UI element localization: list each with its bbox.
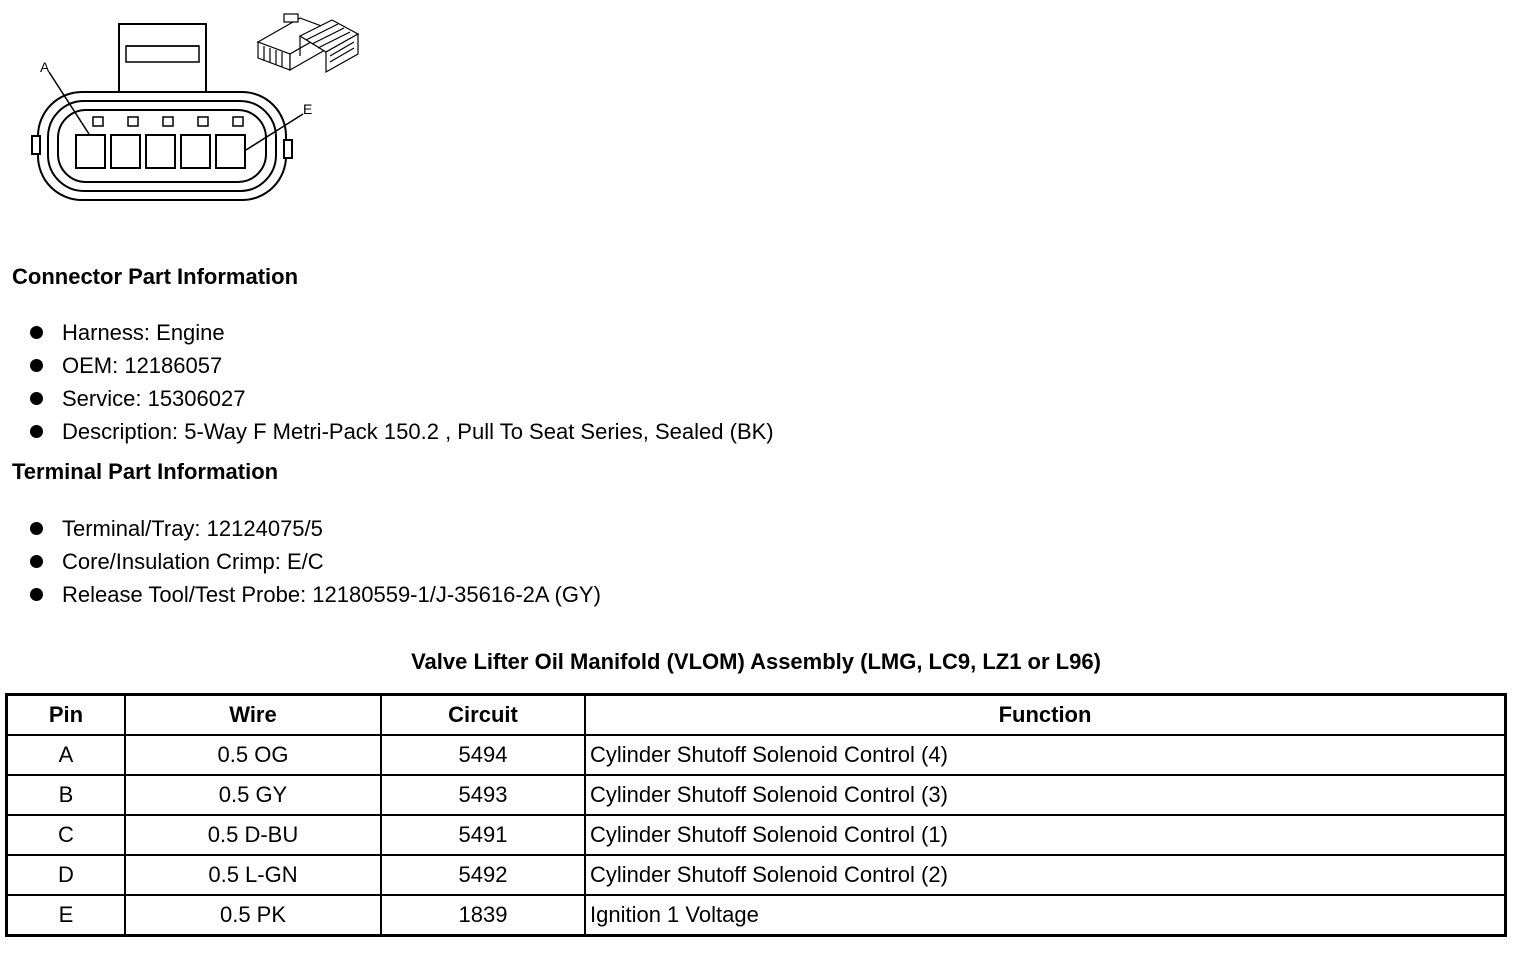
- cell-pin: C: [7, 815, 126, 855]
- list-item-text: Description: 5-Way F Metri-Pack 150.2 , Pull To Seat Series, Sealed (BK): [62, 419, 774, 444]
- pin-cavity-a: [76, 135, 105, 168]
- list-item-text: Terminal/Tray: 12124075/5: [62, 516, 323, 541]
- terminal-info-heading: Terminal Part Information: [12, 459, 279, 484]
- list-item-text: Service: 15306027: [62, 386, 246, 411]
- pin-cavity-b: [111, 135, 140, 168]
- cell-circuit: 5493: [381, 775, 585, 815]
- list-item-text: Core/Insulation Crimp: E/C: [62, 549, 324, 574]
- bullet-icon: [30, 555, 43, 568]
- header-wire: Wire: [125, 695, 381, 736]
- cell-wire: 0.5 D-BU: [125, 815, 381, 855]
- connector-thumbnail: [258, 14, 358, 72]
- bullet-icon: [30, 588, 43, 601]
- cell-wire: 0.5 OG: [125, 735, 381, 775]
- cell-function: Cylinder Shutoff Solenoid Control (2): [585, 855, 1506, 895]
- list-item: [28, 349, 774, 382]
- pin-label-a: A: [40, 59, 50, 75]
- cell-circuit: 1839: [381, 895, 585, 936]
- table-title: Valve Lifter Oil Manifold (VLOM) Assembly (LMG, LC9, LZ1 or L96): [411, 649, 1101, 674]
- cell-function: Ignition 1 Voltage: [585, 895, 1506, 936]
- bullet-icon: [30, 522, 43, 535]
- list-item-text: OEM: 12186057: [62, 353, 223, 378]
- table-row: [7, 815, 1506, 855]
- pin-cavity-e: [216, 135, 245, 168]
- list-item-text: Release Tool/Test Probe: 12180559-1/J-35616-2A (GY): [62, 582, 601, 607]
- list-item: [28, 512, 601, 545]
- connector-diagram: [0, 0, 380, 215]
- cell-function: Cylinder Shutoff Solenoid Control (3): [585, 775, 1506, 815]
- cell-pin: B: [7, 775, 126, 815]
- pinout-table: [5, 693, 1507, 937]
- cell-function: Cylinder Shutoff Solenoid Control (1): [585, 815, 1506, 855]
- cell-wire: 0.5 L-GN: [125, 855, 381, 895]
- header-circuit: Circuit: [381, 695, 585, 736]
- cell-wire: 0.5 GY: [125, 775, 381, 815]
- header-pin: Pin: [7, 695, 126, 736]
- list-item: [28, 578, 601, 611]
- pin-cavity-c: [146, 135, 175, 168]
- cell-function: Cylinder Shutoff Solenoid Control (4): [585, 735, 1506, 775]
- table-row: [7, 895, 1506, 936]
- connector-lock-tab: [119, 24, 206, 94]
- table-header-row: [7, 695, 1506, 736]
- bullet-icon: [30, 425, 43, 438]
- table-row: [7, 775, 1506, 815]
- list-item: [28, 545, 601, 578]
- cell-pin: A: [7, 735, 126, 775]
- connector-info-list: [28, 316, 774, 448]
- list-item: [28, 415, 774, 448]
- table-row: [7, 735, 1506, 775]
- list-item-text: Harness: Engine: [62, 320, 225, 345]
- pin-cavity-d: [181, 135, 210, 168]
- cell-circuit: 5492: [381, 855, 585, 895]
- bullet-icon: [30, 359, 43, 372]
- table-row: [7, 855, 1506, 895]
- bullet-icon: [30, 326, 43, 339]
- header-function: Function: [585, 695, 1506, 736]
- cell-pin: E: [7, 895, 126, 936]
- list-item: [28, 316, 774, 349]
- bullet-icon: [30, 392, 43, 405]
- list-item: [28, 382, 774, 415]
- pin-label-e: E: [303, 101, 313, 117]
- cell-pin: D: [7, 855, 126, 895]
- terminal-info-list: [28, 512, 601, 611]
- cell-circuit: 5491: [381, 815, 585, 855]
- cell-wire: 0.5 PK: [125, 895, 381, 936]
- cell-circuit: 5494: [381, 735, 585, 775]
- connector-info-heading: Connector Part Information: [12, 264, 299, 289]
